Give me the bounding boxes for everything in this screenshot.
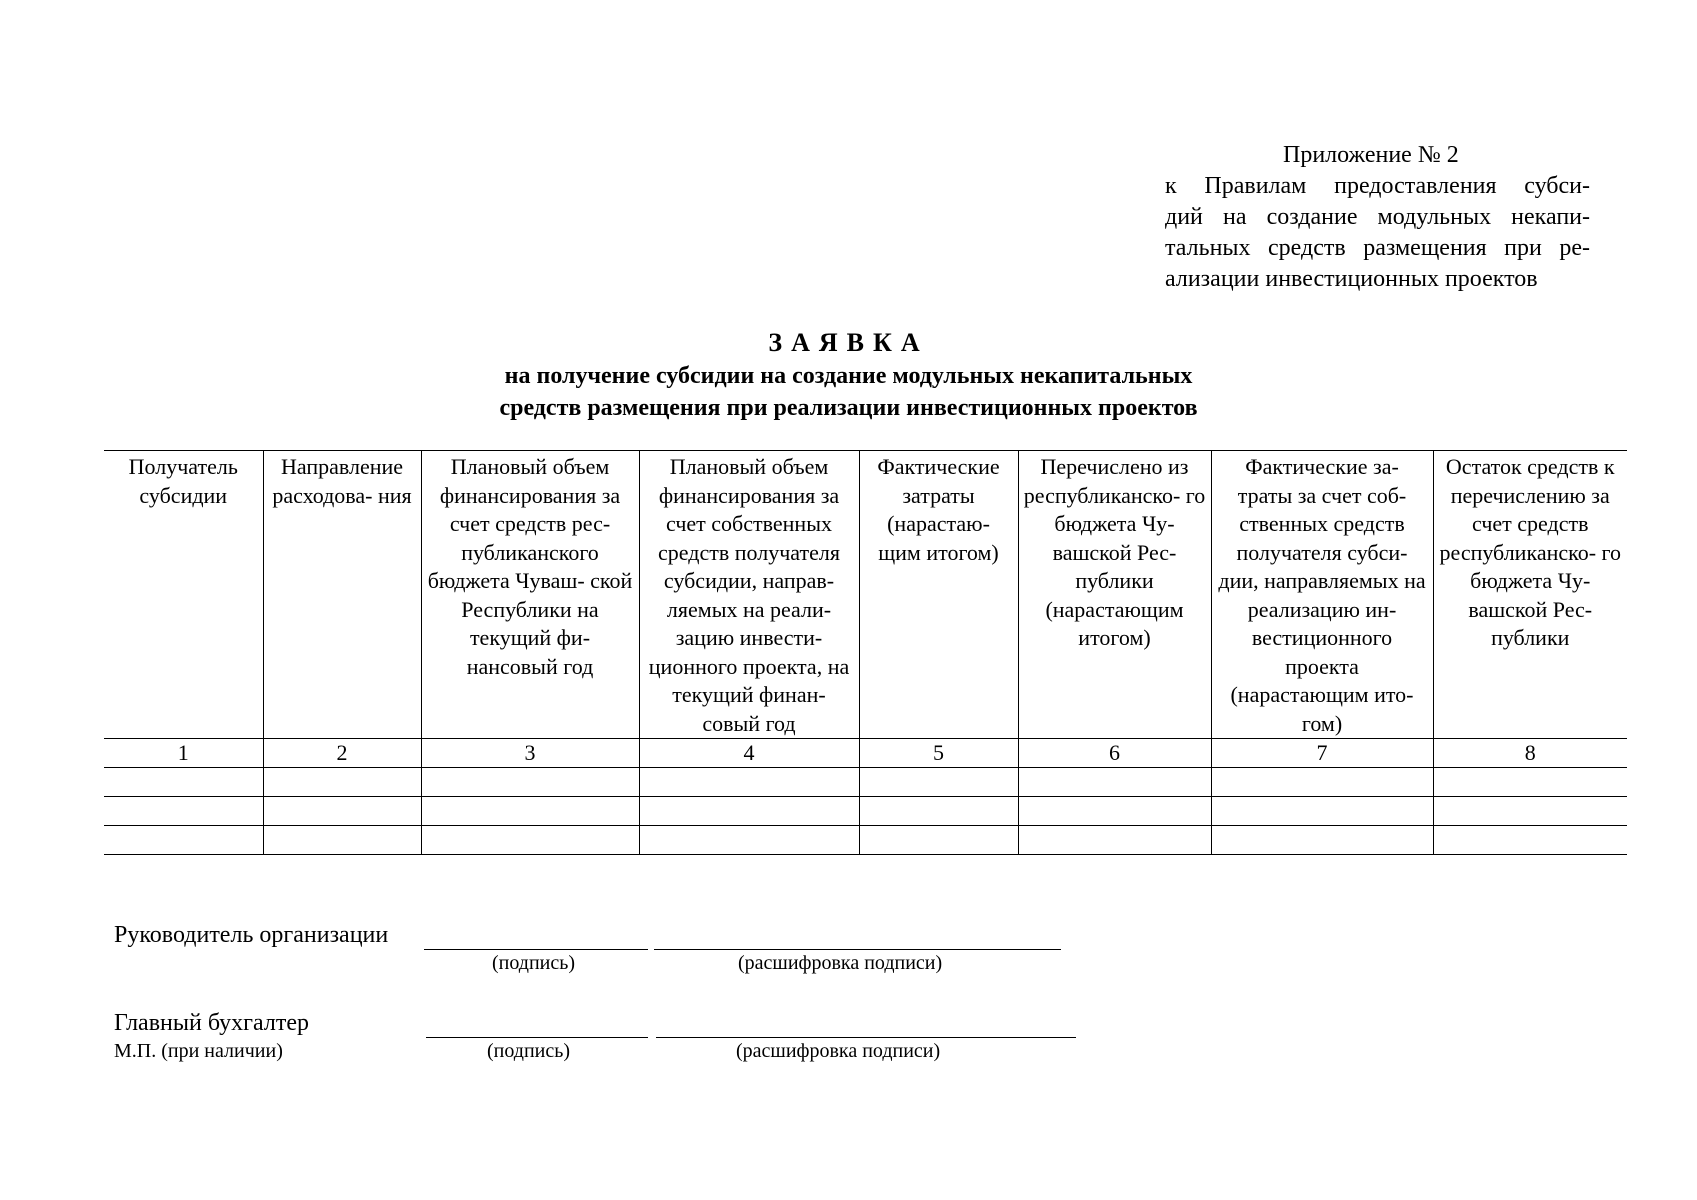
head-signature-caption: (подпись) <box>492 952 576 974</box>
table-header-cell: Плановый объем финансирования за счет средств рес- публиканского бюджета Чуваш- ской Республики на текущий фи- нансовый год <box>421 451 639 739</box>
table-header-cell: Получатель субсидии <box>104 451 263 739</box>
table-header-cell: Плановый объем финансирования за счет собственных средств получателя субсидии, направ- ляемых на реали- зацию инвести- ционного проекта, на текущий финан- совый год <box>639 451 859 739</box>
table-cell[interactable] <box>104 768 263 797</box>
table-cell[interactable] <box>639 768 859 797</box>
table-header-cell: Перечислено из республиканско- го бюджета Чу- вашской Рес- публики (нарастающим итогом) <box>1018 451 1211 739</box>
stamp-label: М.П. (при наличии) <box>114 1040 283 1062</box>
table-cell[interactable] <box>1211 797 1433 826</box>
table-cell[interactable] <box>639 797 859 826</box>
table-cell[interactable] <box>421 797 639 826</box>
title-block <box>300 326 1397 424</box>
table-cell[interactable] <box>1433 768 1627 797</box>
accountant-signature-caption: (подпись) <box>487 1040 571 1062</box>
appendix-block <box>1165 140 1590 295</box>
table-cell[interactable] <box>639 826 859 855</box>
appendix-line: ализации инвестиционных проектов <box>1165 266 1538 292</box>
accountant-decoding-caption: (расшифровка подписи) <box>736 1040 941 1062</box>
appendix-line: дий на создание модульных некапи- <box>1165 204 1590 230</box>
document-title: ЗАЯВКА <box>768 328 929 357</box>
table-cell[interactable] <box>263 768 421 797</box>
column-number-cell: 8 <box>1433 739 1627 768</box>
table-cell[interactable] <box>1211 826 1433 855</box>
table-cell[interactable] <box>1018 768 1211 797</box>
head-of-organization-label: Руководитель организации <box>114 922 389 948</box>
head-signature-line[interactable] <box>424 949 648 950</box>
column-number-cell: 6 <box>1018 739 1211 768</box>
table-header-row <box>104 451 1627 739</box>
table-row <box>104 797 1627 826</box>
document-subtitle-line: средств размещения при реализации инвестиционных проектов <box>499 395 1198 421</box>
table-cell[interactable] <box>1433 797 1627 826</box>
table-cell[interactable] <box>263 797 421 826</box>
accountant-signature-line[interactable] <box>426 1037 648 1038</box>
column-number-cell: 1 <box>104 739 263 768</box>
appendix-number: Приложение № 2 <box>1283 142 1459 168</box>
table-cell[interactable] <box>263 826 421 855</box>
table-cell[interactable] <box>859 768 1018 797</box>
table-cell[interactable] <box>1433 826 1627 855</box>
table-cell[interactable] <box>859 797 1018 826</box>
table-header-cell: Фактические за- траты за счет соб- ственных средств получателя субси- дии, направляемых на реализацию ин- вестиционного проекта (нарастающим ито- гом) <box>1211 451 1433 739</box>
table-cell[interactable] <box>104 797 263 826</box>
table-cell[interactable] <box>1211 768 1433 797</box>
column-number-row <box>104 739 1627 768</box>
table-cell[interactable] <box>1018 797 1211 826</box>
column-number-cell: 3 <box>421 739 639 768</box>
table-row <box>104 768 1627 797</box>
appendix-line: тальных средств размещения при ре- <box>1165 235 1590 261</box>
head-decoding-line[interactable] <box>654 949 1061 950</box>
appendix-line: к Правилам предоставления субси- <box>1165 173 1590 199</box>
table-row <box>104 826 1627 855</box>
table-cell[interactable] <box>421 826 639 855</box>
column-number-cell: 7 <box>1211 739 1433 768</box>
table-cell[interactable] <box>421 768 639 797</box>
column-number-cell: 4 <box>639 739 859 768</box>
application-table <box>104 450 1627 855</box>
chief-accountant-label: Главный бухгалтер <box>114 1010 309 1036</box>
column-number-cell: 2 <box>263 739 421 768</box>
table-cell[interactable] <box>859 826 1018 855</box>
column-number-cell: 5 <box>859 739 1018 768</box>
table-header-cell: Направление расходова- ния <box>263 451 421 739</box>
head-decoding-caption: (расшифровка подписи) <box>738 952 943 974</box>
table-header-cell: Остаток средств к перечислению за счет средств республиканско- го бюджета Чу- вашской Рес- публики <box>1433 451 1627 739</box>
accountant-decoding-line[interactable] <box>656 1037 1076 1038</box>
table-cell[interactable] <box>1018 826 1211 855</box>
table-cell[interactable] <box>104 826 263 855</box>
document-subtitle-line: на получение субсидии на создание модульных некапитальных <box>504 363 1193 389</box>
table-header-cell: Фактические затраты (нарастаю- щим итогом) <box>859 451 1018 739</box>
